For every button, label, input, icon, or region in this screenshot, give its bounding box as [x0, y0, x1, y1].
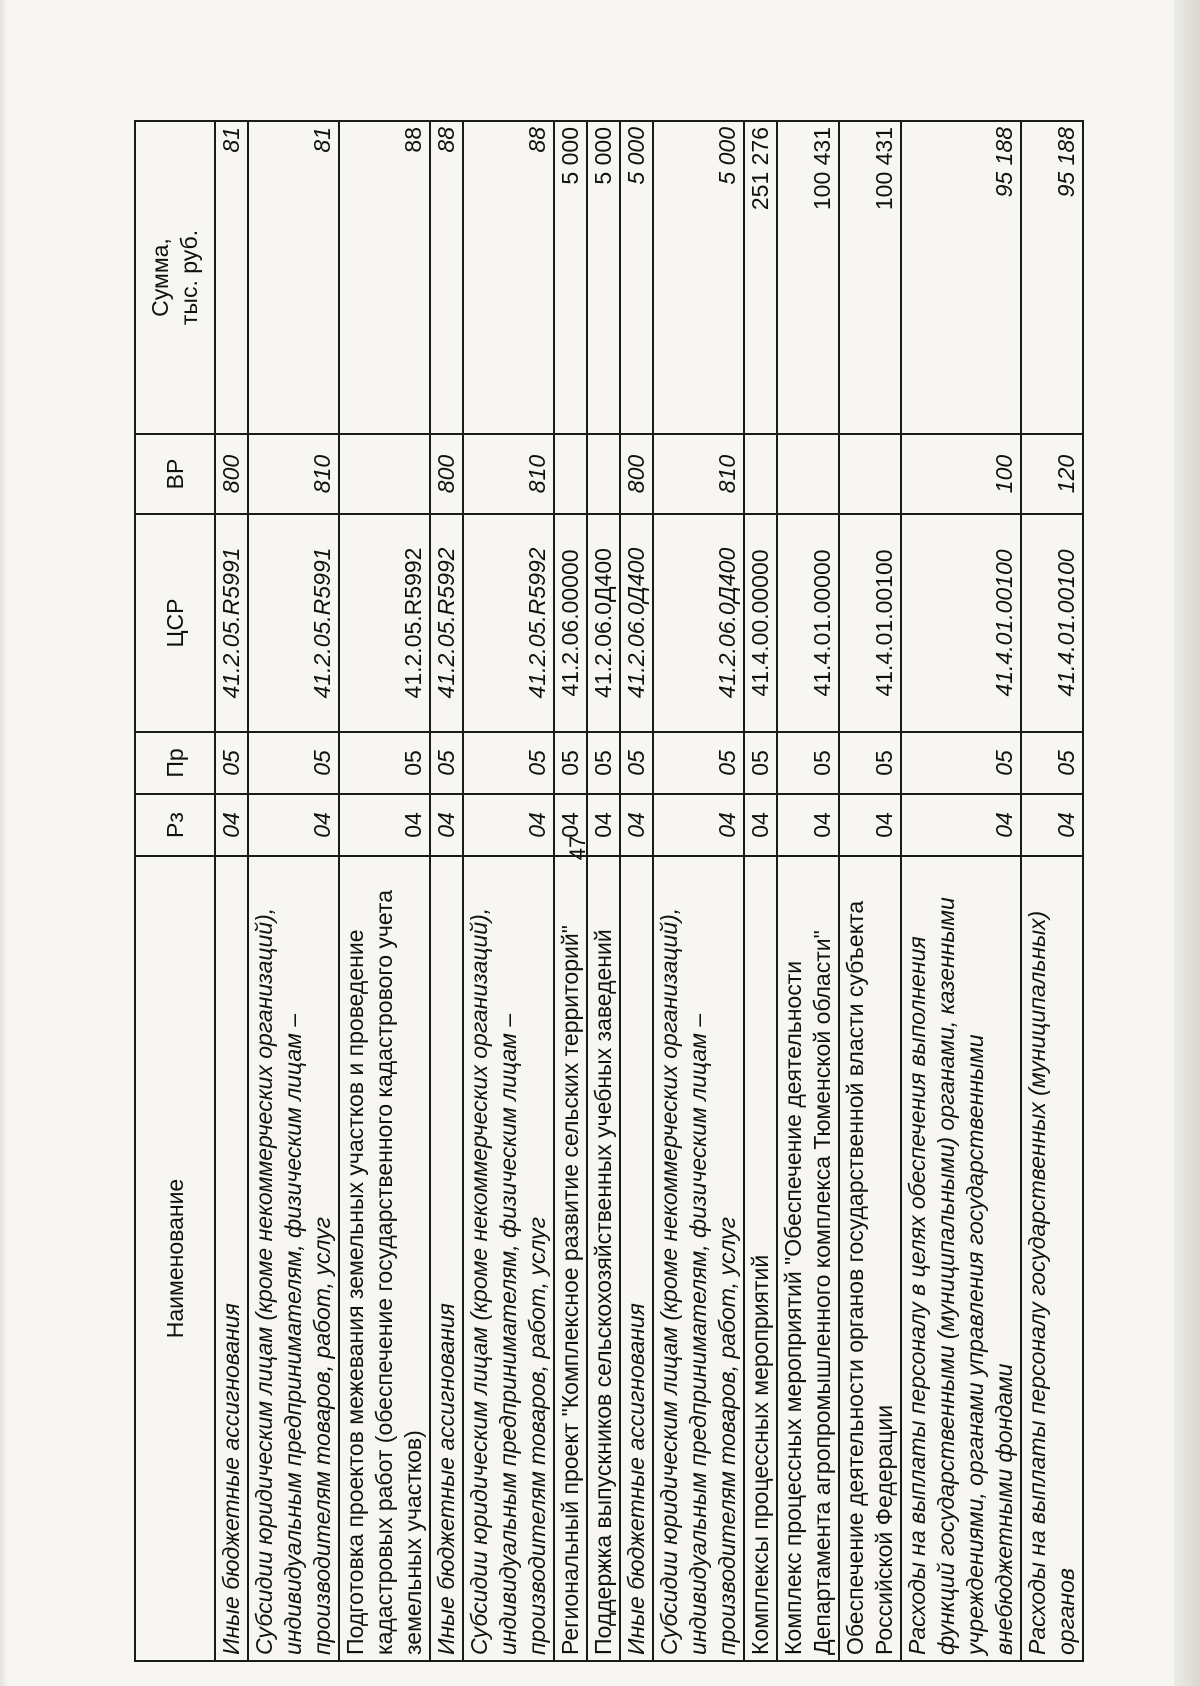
table-row [744, 121, 777, 1661]
cell-sum: 95 188 [901, 121, 1021, 434]
cell-pr: 05 [620, 732, 653, 794]
cell-csr: 41.4.01.00100 [839, 514, 901, 732]
cell-pr: 05 [339, 732, 430, 794]
table-header-row [135, 121, 215, 1661]
cell-vr: 810 [653, 434, 744, 514]
cell-pr: 05 [430, 732, 463, 794]
cell-csr: 41.4.01.00000 [777, 514, 839, 732]
cell-vr: 800 [620, 434, 653, 514]
cell-pr: 05 [839, 732, 901, 794]
cell-name: Субсидии юридическим лицам (кроме некоммерческих организаций), индивидуальным предпринимателям, физическим лицам – производителям товаров, работ, услуг [463, 856, 554, 1661]
table-row [339, 121, 430, 1661]
cell-pr: 05 [587, 732, 620, 794]
cell-name: Обеспечение деятельности органов государственной власти субъекта Российской Федерации [839, 856, 901, 1661]
cell-vr [554, 434, 587, 514]
cell-name: Региональный проект "Комплексное развитие сельских территорий" [554, 856, 587, 1661]
cell-pr: 05 [463, 732, 554, 794]
cell-csr: 41.4.01.00100 [901, 514, 1021, 732]
page-number: 47 [565, 835, 591, 861]
cell-pr: 05 [215, 732, 248, 794]
table-row [463, 121, 554, 1661]
cell-name: Расходы на выплаты персоналу государственных (муниципальных) органов [1021, 856, 1083, 1661]
rotated-page-content [134, 122, 1079, 1662]
cell-sum: 88 [430, 121, 463, 434]
cell-rz: 04 [777, 794, 839, 856]
cell-sum: 88 [463, 121, 554, 434]
cell-rz: 04 [215, 794, 248, 856]
cell-sum: 5 000 [620, 121, 653, 434]
cell-sum: 5 000 [653, 121, 744, 434]
cell-rz: 04 [463, 794, 554, 856]
table-row [839, 121, 901, 1661]
cell-sum: 100 431 [839, 121, 901, 434]
header-name: Наименование [135, 856, 215, 1661]
cell-vr [839, 434, 901, 514]
cell-rz: 04 [1021, 794, 1083, 856]
table-row [554, 121, 587, 1661]
cell-rz: 04 [430, 794, 463, 856]
header-pr: Пр [135, 732, 215, 794]
cell-name: Субсидии юридическим лицам (кроме некоммерческих организаций), индивидуальным предпринимателям, физическим лицам – производителям товаров, работ, услуг [248, 856, 339, 1661]
cell-sum: 88 [339, 121, 430, 434]
cell-pr: 05 [777, 732, 839, 794]
cell-sum: 5 000 [587, 121, 620, 434]
cell-vr [339, 434, 430, 514]
header-rz: Рз [135, 794, 215, 856]
table-row [1021, 121, 1083, 1661]
cell-rz: 04 [554, 794, 587, 856]
cell-csr: 41.2.06.0Д400 [653, 514, 744, 732]
header-vr: ВР [135, 434, 215, 514]
cell-vr: 800 [430, 434, 463, 514]
cell-vr: 800 [215, 434, 248, 514]
table-row [620, 121, 653, 1661]
cell-name: Расходы на выплаты персоналу в целях обеспечения выполнения функций государственными (муниципальными) органами, казенными учреждениями, органами управления государственными внебюджетными фондами [901, 856, 1021, 1661]
cell-sum: 251 276 [744, 121, 777, 434]
cell-name: Субсидии юридическим лицам (кроме некоммерческих организаций), индивидуальным предпринимателям, физическим лицам – производителям товаров, работ, услуг [653, 856, 744, 1661]
table-row [248, 121, 339, 1661]
cell-name: Комплексы процессных мероприятий [744, 856, 777, 1661]
cell-pr: 05 [1021, 732, 1083, 794]
cell-sum: 5 000 [554, 121, 587, 434]
cell-rz: 04 [248, 794, 339, 856]
cell-name: Иные бюджетные ассигнования [215, 856, 248, 1661]
cell-vr: 100 [901, 434, 1021, 514]
cell-vr [777, 434, 839, 514]
cell-vr [744, 434, 777, 514]
cell-sum: 81 [248, 121, 339, 434]
cell-sum: 95 188 [1021, 121, 1083, 434]
cell-rz: 04 [339, 794, 430, 856]
cell-pr: 05 [901, 732, 1021, 794]
table-row [430, 121, 463, 1661]
cell-vr [587, 434, 620, 514]
header-sum-line2: тыс. руб. [176, 229, 202, 326]
scan-edge-left [0, 0, 8, 1686]
cell-name: Иные бюджетные ассигнования [430, 856, 463, 1661]
cell-rz: 04 [901, 794, 1021, 856]
budget-table [134, 120, 1084, 1662]
cell-vr: 120 [1021, 434, 1083, 514]
cell-name: Подготовка проектов межевания земельных участков и проведение кадастровых работ (обеспечение государственного кадастрового учета земельных участков) [339, 856, 430, 1661]
table-row [653, 121, 744, 1661]
table-row [587, 121, 620, 1661]
cell-name: Иные бюджетные ассигнования [620, 856, 653, 1661]
cell-csr: 41.2.05.R5992 [430, 514, 463, 732]
cell-pr: 05 [554, 732, 587, 794]
cell-csr: 41.2.05.R5992 [339, 514, 430, 732]
cell-sum: 100 431 [777, 121, 839, 434]
cell-name: Комплекс процессных мероприятий "Обеспечение деятельности Департамента агропромышленного комплекса Тюменской области" [777, 856, 839, 1661]
cell-sum: 81 [215, 121, 248, 434]
table-row [901, 121, 1021, 1661]
header-sum-line1: Сумма, [147, 238, 173, 317]
table-row [215, 121, 248, 1661]
cell-rz: 04 [653, 794, 744, 856]
cell-rz: 04 [744, 794, 777, 856]
cell-pr: 05 [744, 732, 777, 794]
cell-pr: 05 [248, 732, 339, 794]
cell-vr: 810 [248, 434, 339, 514]
cell-csr: 41.2.05.R5992 [463, 514, 554, 732]
cell-pr: 05 [653, 732, 744, 794]
cell-rz: 04 [587, 794, 620, 856]
cell-csr: 41.4.01.00100 [1021, 514, 1083, 732]
header-sum [135, 121, 215, 434]
header-csr: ЦСР [135, 514, 215, 732]
cell-csr: 41.2.05.R5991 [215, 514, 248, 732]
cell-csr: 41.2.06.0Д400 [587, 514, 620, 732]
table-body [215, 121, 1083, 1661]
cell-vr: 810 [463, 434, 554, 514]
cell-rz: 04 [839, 794, 901, 856]
cell-rz: 04 [620, 794, 653, 856]
cell-name: Поддержка выпускников сельскохозяйственных учебных заведений [587, 856, 620, 1661]
cell-csr: 41.2.06.00000 [554, 514, 587, 732]
scan-edge-right [1174, 0, 1200, 1686]
cell-csr: 41.2.06.0Д400 [620, 514, 653, 732]
cell-csr: 41.4.00.00000 [744, 514, 777, 732]
table-row [777, 121, 839, 1661]
cell-csr: 41.2.05.R5991 [248, 514, 339, 732]
